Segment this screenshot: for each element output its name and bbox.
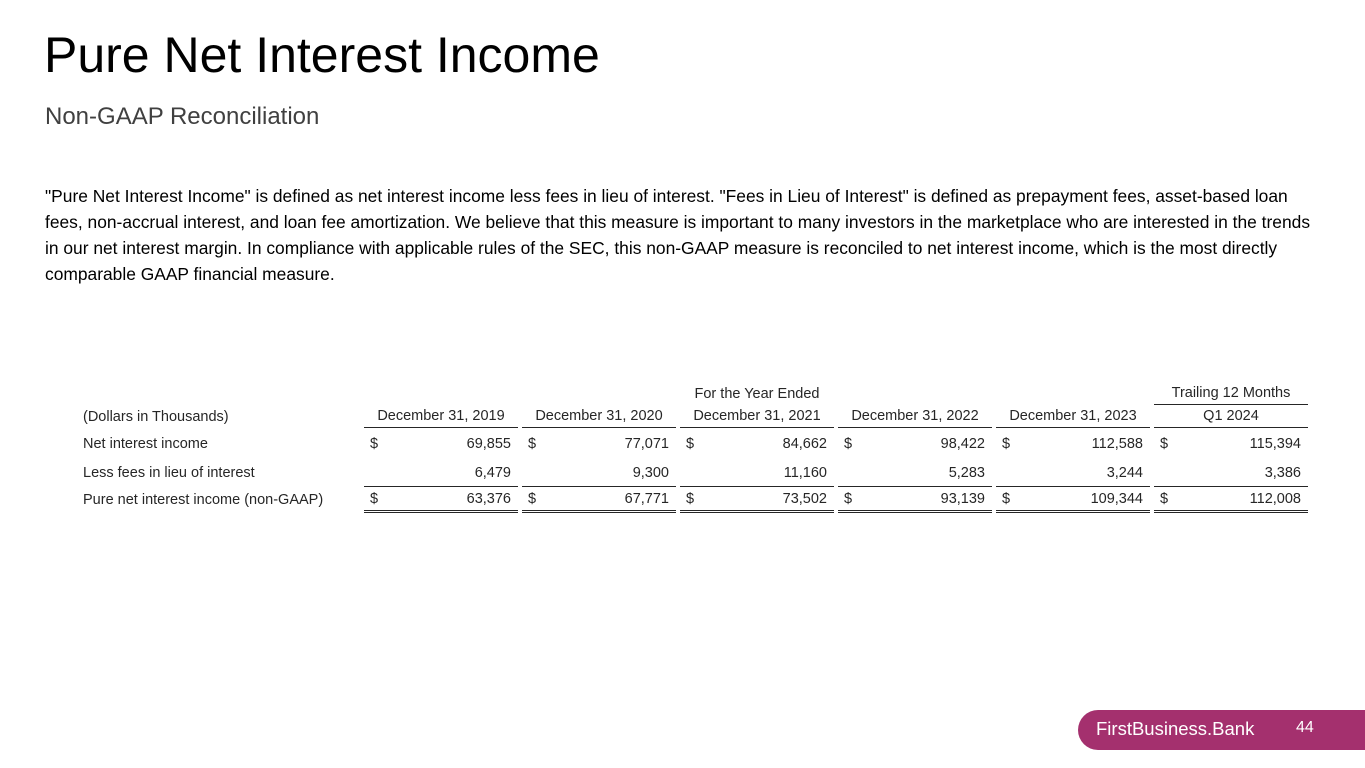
cell-value: 112,588 [1091,435,1143,452]
currency-spacer [680,459,702,487]
currency-symbol: $ [370,435,379,452]
currency-symbol: $ [996,487,1018,513]
cell-value: 3,244 [1018,459,1150,487]
cell-value: 77,071 [624,435,669,452]
currency-symbol: $ [1154,487,1176,513]
cell-value: 3,386 [1176,459,1308,487]
table-column-header-row [80,405,1308,428]
slide-subtitle: Non-GAAP Reconciliation [45,103,320,130]
table-row [80,487,1308,513]
column-header: December 31, 2023 [996,405,1150,428]
currency-symbol: $ [364,487,386,513]
slide-title: Pure Net Interest Income [44,27,600,83]
for-the-year-ended-header: For the Year Ended [694,385,820,402]
cell-value: 63,376 [386,487,518,513]
currency-symbol: $ [838,487,860,513]
currency-spacer [838,459,860,487]
cell-value: 73,502 [702,487,834,513]
cell-value: 93,139 [860,487,992,513]
column-header: December 31, 2021 [680,405,834,428]
cell-value: 67,771 [544,487,676,513]
table-group-header-row [80,382,1308,405]
cell-value: 112,008 [1176,487,1308,513]
row-label: Net interest income [83,435,208,452]
column-header: December 31, 2022 [838,405,992,428]
cell-value: 84,662 [782,435,827,452]
currency-spacer [522,459,544,487]
row-label: Pure net interest income (non-GAAP) [83,492,324,508]
cell-value: 115,394 [1249,435,1301,452]
cell-value: 6,479 [386,459,518,487]
currency-symbol: $ [686,435,695,452]
currency-spacer [996,459,1018,487]
units-label: (Dollars in Thousands) [83,408,229,425]
currency-symbol: $ [1002,435,1011,452]
table-row [80,459,1308,487]
cell-value: 9,300 [544,459,676,487]
cell-value: 109,344 [1018,487,1150,513]
row-label: Less fees in lieu of interest [83,465,255,481]
column-header: December 31, 2019 [364,405,518,428]
footer-brand-pill [1078,710,1365,750]
definition-paragraph: "Pure Net Interest Income" is defined as net interest income less fees in lieu of interest. "Fees in Lieu of Interest" is defined as prepayment fees, asset-based loan fees, non-accrual interest, and loan fee amortization. We believe that this measure is important to many investors in the marketplace who are interested in the trends in our net interest margin. In compliance with applicable rules of the SEC, this non-GAAP measure is reconciled to net interest income, which is the most directly comparable GAAP financial measure. [45,186,1311,284]
cell-value: 5,283 [860,459,992,487]
currency-spacer [364,459,386,487]
cell-value: 11,160 [702,459,834,487]
header-spacer [80,382,364,405]
cell-value: 98,422 [940,435,985,452]
currency-symbol: $ [522,487,544,513]
currency-symbol: $ [528,435,537,452]
cell-value: 69,855 [466,435,511,452]
column-header: December 31, 2020 [522,405,676,428]
table-row [80,428,1308,459]
currency-symbol: $ [680,487,702,513]
trailing-12-months-header: Trailing 12 Months [1154,382,1308,405]
column-header: Q1 2024 [1154,405,1308,428]
brand-name: FirstBusiness.Bank [1096,718,1255,739]
reconciliation-table [80,382,1308,513]
currency-symbol: $ [1160,435,1169,452]
currency-symbol: $ [844,435,853,452]
page-number: 44 [1296,719,1314,736]
currency-spacer [1154,459,1176,487]
